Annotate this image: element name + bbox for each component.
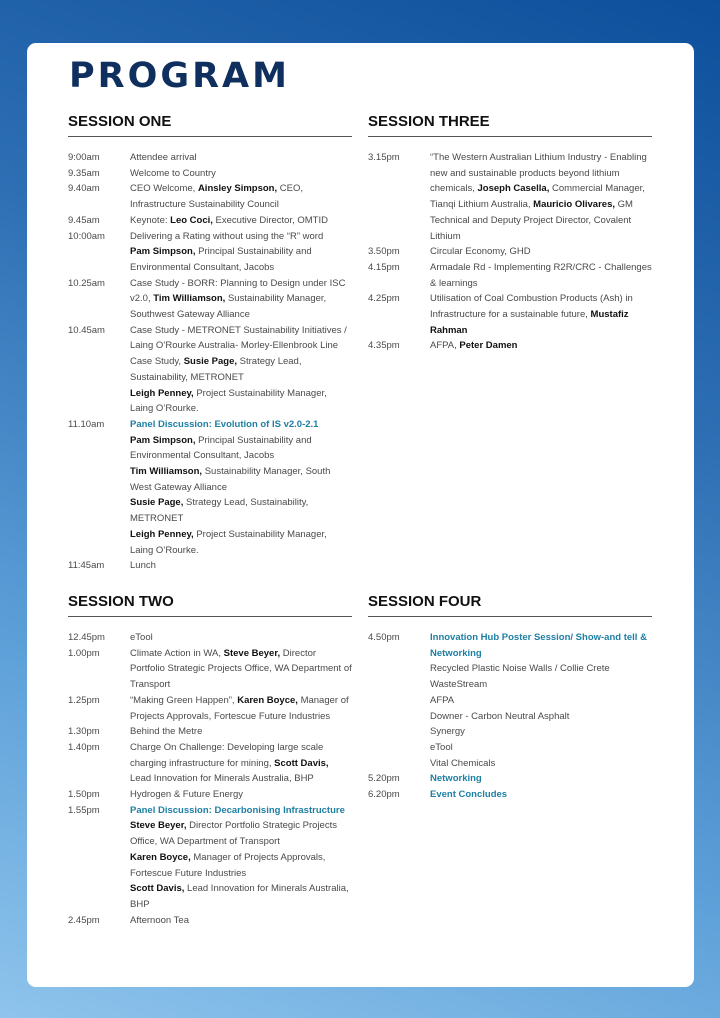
highlight-title: Networking: [430, 773, 482, 785]
description-text: Strategy Lead, Sustainability, METRONET: [130, 356, 302, 383]
schedule-time: 1.30pm: [68, 726, 100, 738]
speaker-name: Tim Williamson,: [130, 466, 203, 478]
schedule-row: [68, 229, 352, 276]
schedule-description: [130, 181, 352, 212]
schedule-description: [130, 803, 352, 913]
speaker-name: Steve Beyer,: [223, 647, 281, 659]
description-text: Lead Innovation for Minerals Australia, BHP: [130, 773, 314, 785]
schedule-list: [68, 150, 352, 574]
highlight-title: Innovation Hub Poster Session/ Show-and tell & Networking: [430, 632, 647, 659]
description-text: AFPA: [430, 694, 455, 706]
schedule-row: [68, 913, 352, 929]
schedule-list: [368, 150, 652, 354]
description-text: Project Sustainability Manager, Laing O’Rourke.: [130, 387, 327, 415]
schedule-row: [68, 787, 352, 803]
schedule-time: 1.55pm: [68, 804, 100, 816]
schedule-row: [368, 787, 652, 803]
schedule-time: 4.25pm: [368, 293, 400, 305]
schedule-row: [68, 213, 352, 229]
session-heading: SESSION ONE: [68, 113, 352, 137]
session-heading: SESSION THREE: [368, 113, 652, 137]
description-text: Attendee arrival: [130, 152, 197, 163]
description-text: Hydrogen & Future Energy: [130, 789, 244, 801]
description-text: Synergy: [430, 726, 465, 738]
description-text: GM Technical and Deputy Project Director, Covalent Lithium: [430, 199, 633, 242]
schedule-description: [130, 787, 352, 803]
schedule-row: [68, 276, 352, 323]
schedule-row: [68, 803, 352, 913]
speaker-name: Karen Boyce,: [237, 694, 298, 706]
speaker-name: Peter Damen: [459, 340, 518, 352]
highlight-title: Event Concludes: [430, 789, 508, 801]
schedule-description: [130, 417, 352, 558]
schedule-description: [130, 229, 352, 276]
description-text: Commercial Manager, Tianqi Lithium Australia,: [430, 183, 645, 211]
session-two: [68, 593, 352, 928]
schedule-description: [130, 150, 352, 166]
speaker-name: Leigh Penney,: [130, 528, 194, 540]
description-text: Executive Director, OMTID: [212, 214, 328, 226]
schedule-description: [130, 724, 352, 740]
schedule-row: [68, 630, 352, 646]
schedule-time: 2.45pm: [68, 914, 100, 926]
speaker-name: Susie Page,: [130, 497, 184, 509]
speaker-name: Joseph Casella,: [477, 183, 550, 195]
description-text: Manager of Projects Approvals, Fortescue Future Industries: [130, 851, 326, 879]
schedule-description: [430, 771, 652, 787]
schedule-description: [430, 291, 652, 338]
page-title: PROGRAM: [69, 56, 290, 96]
speaker-name: Steve Beyer,: [130, 820, 187, 832]
schedule-row: [68, 323, 352, 417]
description-text: Project Sustainability Manager, Laing O’Rourke.: [130, 528, 327, 556]
session-four: [368, 593, 652, 803]
schedule-list: [68, 630, 352, 928]
description-text: Circular Economy, GHD: [430, 246, 531, 258]
schedule-row: [68, 150, 352, 166]
description-text: Principal Sustainability and Environmental Consultant, Jacobs: [130, 434, 312, 462]
schedule-description: [430, 338, 652, 354]
schedule-list: [368, 630, 652, 803]
schedule-row: [368, 771, 652, 787]
description-text: Utilisation of Coal Combustion Products (Ash) in Infrastructure for a sustainable future,: [430, 293, 633, 321]
schedule-time: 10.45am: [68, 324, 105, 336]
description-text: Delivering a Rating without using the “R” word: [130, 230, 324, 242]
session-one: [68, 113, 352, 574]
speaker-name: Susie Page,: [183, 356, 238, 368]
description-text: Case Study - METRONET Sustainability Initiatives / Laing O’Rourke Australia- Morley-Ellenbrook Line Case Study,: [130, 324, 347, 368]
schedule-row: [368, 630, 652, 771]
speaker-name: Scott Davis,: [130, 883, 185, 895]
program-card: [27, 43, 694, 987]
schedule-time: 9.40am: [68, 183, 100, 195]
schedule-time: 1.00pm: [68, 647, 100, 659]
schedule-time: 3.50pm: [368, 246, 400, 258]
schedule-time: 10.25am: [68, 277, 105, 289]
session-heading: SESSION TWO: [68, 593, 352, 617]
schedule-description: [130, 213, 352, 229]
description-text: eTool: [130, 632, 153, 643]
description-text: WasteStream: [430, 679, 488, 691]
description-text: AFPA,: [430, 340, 460, 352]
schedule-description: [130, 558, 352, 574]
speaker-name: Mauricio Olivares,: [533, 199, 615, 211]
schedule-description: [130, 630, 352, 646]
schedule-row: [68, 693, 352, 724]
speaker-name: Leo Coci,: [170, 214, 213, 226]
schedule-time: 1.50pm: [68, 789, 100, 801]
description-text: Strategy Lead, Sustainability, METRONET: [130, 497, 309, 525]
description-text: Behind the Metre: [130, 726, 203, 738]
schedule-time: 11.10am: [68, 418, 105, 430]
schedule-time: 10:00am: [68, 230, 105, 242]
schedule-row: [68, 558, 352, 574]
description-text: Director Portfolio Strategic Projects Office, WA Department of Transport: [130, 820, 337, 848]
schedule-description: [130, 646, 352, 693]
schedule-time: 4.35pm: [368, 340, 400, 352]
description-text: “Making Green Happen”,: [130, 694, 238, 706]
description-text: Sustainability Manager, South West Gateway Alliance: [130, 466, 331, 493]
description-text: Recycled Plastic Noise Walls / Collie Crete: [430, 663, 610, 675]
schedule-time: 9.35am: [68, 167, 100, 179]
schedule-row: [68, 181, 352, 212]
highlight-title: Panel Discussion: Evolution of IS v2.0-2.1: [130, 418, 319, 430]
schedule-time: 9.45am: [68, 214, 100, 226]
schedule-row: [68, 740, 352, 787]
description-text: “The Western Australian Lithium Industry - Enabling new and sustainable products beyond lithium chemicals,: [430, 152, 647, 195]
schedule-time: 1.25pm: [68, 694, 100, 706]
schedule-description: [430, 630, 652, 771]
description-text: Climate Action in WA,: [130, 647, 224, 659]
description-text: Manager of Projects Approvals, Fortescue Future Industries: [130, 694, 349, 722]
schedule-row: [68, 417, 352, 558]
schedule-time: 11:45am: [68, 560, 105, 572]
schedule-row: [68, 166, 352, 182]
schedule-time: 9:00am: [68, 152, 100, 163]
schedule-time: 6.20pm: [368, 789, 400, 801]
description-text: Welcome to Country: [130, 167, 216, 179]
description-text: Vital Chemicals: [430, 757, 496, 769]
description-text: Principal Sustainability and Environmental Consultant, Jacobs: [130, 246, 312, 273]
description-text: Lunch: [130, 560, 156, 572]
schedule-time: 5.20pm: [368, 773, 400, 785]
description-text: Charge On Challenge: Developing large scale charging infrastructure for mining,: [130, 741, 324, 769]
schedule-row: [368, 260, 652, 291]
description-text: eTool: [430, 741, 453, 753]
description-text: Keynote:: [130, 214, 171, 226]
speaker-name: Pam Simpson,: [130, 246, 196, 258]
schedule-description: [130, 276, 352, 323]
schedule-row: [368, 244, 652, 260]
schedule-time: 3.15pm: [368, 152, 400, 163]
schedule-description: [130, 166, 352, 182]
schedule-description: [430, 150, 652, 244]
schedule-description: [430, 260, 652, 291]
description-text: CEO Welcome,: [130, 183, 198, 195]
description-text: Lead Innovation for Minerals Australia, BHP: [130, 883, 349, 910]
schedule-time: 4.50pm: [368, 632, 400, 643]
description-text: Armadale Rd - Implementing R2R/CRC - Challenges & learnings: [430, 261, 652, 289]
schedule-row: [368, 291, 652, 338]
highlight-title: Panel Discussion: Decarbonising Infrastructure: [130, 804, 345, 816]
schedule-description: [430, 244, 652, 260]
schedule-description: [130, 913, 352, 929]
schedule-time: 12.45pm: [68, 632, 105, 643]
description-text: Downer - Carbon Neutral Asphalt: [430, 710, 570, 722]
schedule-row: [368, 150, 652, 244]
schedule-row: [368, 338, 652, 354]
description-text: Sustainability Manager, Southwest Gateway Alliance: [130, 293, 327, 321]
schedule-time: 1.40pm: [68, 741, 100, 753]
session-heading: SESSION FOUR: [368, 593, 652, 617]
speaker-name: Pam Simpson,: [130, 434, 196, 446]
schedule-description: [430, 787, 652, 803]
speaker-name: Tim Williamson,: [153, 293, 226, 305]
schedule-description: [130, 693, 352, 724]
schedule-row: [68, 646, 352, 693]
schedule-description: [130, 323, 352, 417]
schedule-row: [68, 724, 352, 740]
speaker-name: Ainsley Simpson,: [197, 183, 278, 195]
session-three: [368, 113, 652, 354]
description-text: Director Portfolio Strategic Projects Office, WA Department of Transport: [130, 647, 352, 691]
schedule-time: 4.15pm: [368, 261, 400, 273]
speaker-name: Karen Boyce,: [130, 851, 191, 863]
description-text: Afternoon Tea: [130, 914, 189, 926]
description-text: CEO, Infrastructure Sustainability Council: [130, 183, 303, 211]
speaker-name: Leigh Penney,: [130, 387, 194, 399]
schedule-description: [130, 740, 352, 787]
speaker-name: Mustafiz Rahman: [430, 309, 629, 336]
description-text: Case Study - BORR: Planning to Design under ISC v2.0,: [130, 277, 346, 305]
speaker-name: Scott Davis,: [274, 757, 329, 769]
